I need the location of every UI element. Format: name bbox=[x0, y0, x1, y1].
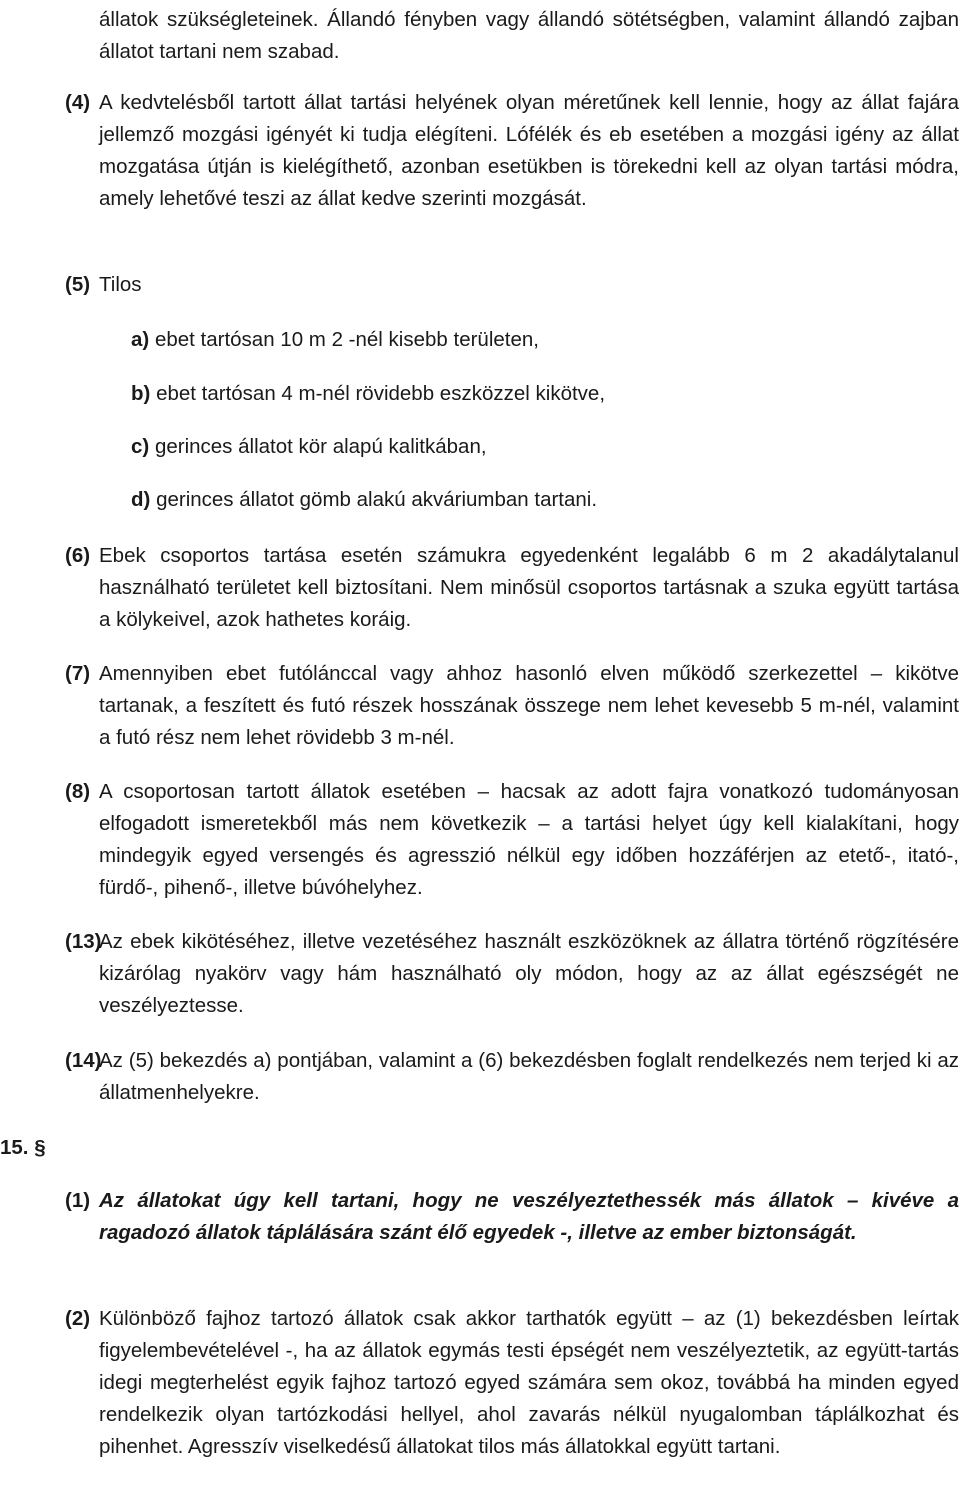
list-item bbox=[131, 378, 605, 410]
section15-paragraph-2 bbox=[65, 1303, 959, 1463]
list-item-text: gerinces állatot gömb alakú akváriumban tartani. bbox=[156, 488, 598, 511]
paragraph-text: Amennyiben ebet futólánccal vagy ahhoz hasonló elven működő szerkezettel – kikötve tartanak, a feszített és futó részek hosszának összege nem lehet kevesebb 5 m-nél, valamint a futó rész nem lehet rövidebb 3 m-nél. bbox=[99, 662, 959, 749]
paragraph-text: Tilos bbox=[99, 273, 142, 296]
paragraph-number: (13) bbox=[65, 930, 102, 953]
list-item-label: a) bbox=[131, 328, 150, 351]
list-item-text: ebet tartósan 10 m 2 -nél kisebb területen, bbox=[154, 328, 539, 351]
paragraph-number: (14) bbox=[65, 1049, 102, 1072]
paragraph-text: A csoportosan tartott állatok esetében – hacsak az adott fajra vonatkozó tudományosan elfogadott ismeretekből más nem következik – a tartási helyet úgy kell kialakítani, hogy mindegyik egyed versengés és agresszió nélkül egy időben hozzáférjen az etető-, itató-, fürdő-, pihenő-, illetve búvóhelyhez. bbox=[99, 780, 959, 899]
list-item bbox=[131, 484, 597, 516]
paragraph-6 bbox=[65, 540, 959, 636]
list-item-label: c) bbox=[131, 435, 150, 458]
paragraph-text: Különböző fajhoz tartozó állatok csak akkor tarthatók együtt – az (1) bekezdésben leírtak figyelembevételével -, ha az állatok egymás testi épségét nem veszélyeztetik, az együtt-tartás idegi megterhelést egyik fajhoz tartozó egyed számára sem okoz, továbbá ha minden egyed rendelkezik olyan tartózkodási hellyel, ahol zavarás nélkül nyugalomban táplálkozhat és pihenhet. Agresszív viselkedésű állatokat tilos más állatokkal együtt tartani. bbox=[99, 1307, 959, 1458]
paragraph-13 bbox=[65, 926, 959, 1022]
intro-paragraph bbox=[99, 4, 959, 68]
paragraph-number: (5) bbox=[65, 273, 91, 296]
paragraph-number: (1) bbox=[65, 1189, 91, 1212]
intro-text: állatok szükségleteinek. Állandó fényben vagy állandó sötétségben, valamint állandó zajban állatot tartani nem szabad. bbox=[99, 8, 959, 63]
paragraph-number: (7) bbox=[65, 662, 91, 685]
list-item-text: ebet tartósan 4 m-nél rövidebb eszközzel kikötve, bbox=[156, 382, 606, 405]
paragraph-7 bbox=[65, 658, 959, 754]
paragraph-number: (2) bbox=[65, 1307, 91, 1330]
paragraph-5 bbox=[65, 269, 959, 301]
list-item bbox=[131, 431, 487, 463]
paragraph-14 bbox=[65, 1045, 959, 1109]
list-item-label: d) bbox=[131, 488, 151, 511]
section15-paragraph-1 bbox=[65, 1185, 959, 1249]
paragraph-number: (8) bbox=[65, 780, 91, 803]
paragraph-text: A kedvtelésből tartott állat tartási helyének olyan méretűnek kell lennie, hogy az állat fajára jellemző mozgási igényét ki tudja elégíteni. Lófélék és eb esetében a mozgási igény az állat mozgatása útján is kielégíthető, azonban esetükben is törekedni kell az olyan tartási módra, amely lehetővé teszi az állat kedve szerinti mozgását. bbox=[99, 91, 959, 210]
paragraph-text: Az ebek kikötéséhez, illetve vezetéséhez használt eszközöknek az állatra történő rögzítésére kizárólag nyakörv vagy hám használható oly módon, hogy az az állat egészségét ne veszélyeztesse. bbox=[99, 930, 959, 1017]
paragraph-4 bbox=[65, 87, 959, 215]
paragraph-8 bbox=[65, 776, 959, 904]
paragraph-number: (6) bbox=[65, 544, 91, 567]
list-item bbox=[131, 324, 539, 356]
list-item-label: b) bbox=[131, 382, 151, 405]
list-item-text: gerinces állatot kör alapú kalitkában, bbox=[154, 435, 487, 458]
paragraph-text: Az (5) bekezdés a) pontjában, valamint a (6) bekezdésben foglalt rendelkezés nem terjed ki az állatmenhelyekre. bbox=[99, 1049, 959, 1104]
paragraph-text: Az állatokat úgy kell tartani, hogy ne veszélyeztethessék más állatok – kivéve a ragadozó állatok táplálására szánt élő egyedek -, illetve az ember biztonságát. bbox=[99, 1189, 959, 1244]
section-heading: 15. § bbox=[0, 1136, 46, 1159]
paragraph-number: (4) bbox=[65, 91, 91, 114]
paragraph-text: Ebek csoportos tartása esetén számukra egyedenként legalább 6 m 2 akadálytalanul használható területet kell biztosítani. Nem minősül csoportos tartásnak a szuka együtt tartása a kölykeivel, azok hathetes koráig. bbox=[99, 544, 959, 631]
